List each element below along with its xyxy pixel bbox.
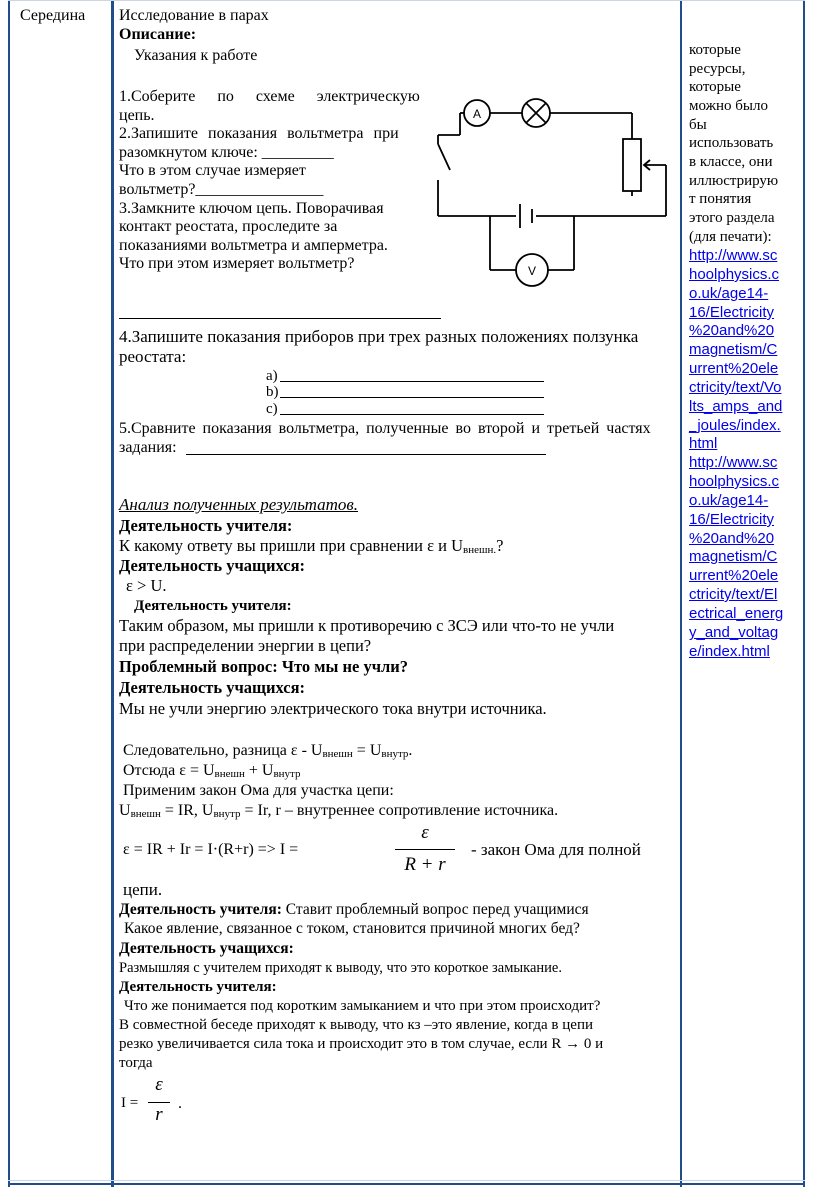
- answer-1: ε > U.: [126, 576, 167, 595]
- task-4-option-b: b): [266, 384, 279, 400]
- link-segment[interactable]: e/index.html: [689, 643, 770, 660]
- link-segment[interactable]: urrent%20ele: [689, 360, 779, 377]
- task-5-blank: [186, 454, 546, 455]
- link-segment[interactable]: 16/Electricity: [689, 511, 775, 528]
- link-segment[interactable]: y_and_voltag: [689, 624, 779, 641]
- table-border-bottom-2: [8, 1183, 805, 1185]
- table-border-col2: [680, 0, 682, 1187]
- question-3: Какое явление, связанное с током, становится причиной многих бед?: [124, 920, 580, 937]
- resources-line: т понятия: [689, 191, 752, 207]
- resources-line: бы: [689, 117, 707, 133]
- short-circuit-dot: .: [178, 1095, 182, 1112]
- answer-line: [119, 318, 441, 319]
- stage-label: Середина: [20, 7, 86, 24]
- answer-2: Мы не учли энергию электрического тока внутри источника.: [119, 699, 547, 718]
- task-4-option-a: a): [266, 368, 278, 384]
- ohm-law-label-end: цепи.: [123, 880, 163, 899]
- ohm-law-label: - закон Ома для полной: [471, 840, 641, 859]
- task-2-line-a: 2.Запишите показания вольтметра при: [119, 125, 399, 142]
- question-4: Что же понимается под коротким замыканием и что при этом происходит?: [124, 998, 601, 1014]
- answer-4b: резко увеличивается сила тока и происходит это в том случае, если R → 0 и: [119, 1036, 604, 1052]
- resources-line: иллюстрирую: [689, 173, 779, 189]
- resources-line: которые: [689, 42, 741, 58]
- fraction-numerator-1: ε: [421, 822, 429, 843]
- answer-3: Размышляя с учителем приходят к выводу, что это короткое замыкание.: [119, 960, 562, 976]
- link-segment[interactable]: %20and%20: [689, 530, 775, 547]
- task-3-line-d: Что при этом измеряет вольтметр?: [119, 255, 355, 272]
- task-1-line-b: цепь.: [119, 107, 155, 124]
- students-activity-2: Деятельность учащихся:: [119, 678, 306, 697]
- question-1: К какому ответу вы пришли при сравнении ε и $U_{внешн.}$?: [119, 536, 504, 556]
- task-2-line-c: Что в этом случае измеряет: [119, 162, 306, 179]
- table-border-right: [803, 0, 805, 1187]
- teacher-activity-4: Деятельность учителя:: [119, 979, 277, 995]
- table-border-left: [8, 0, 10, 1187]
- table-border-bottom: [8, 1180, 805, 1181]
- teacher-activity-2: Деятельность учителя:: [134, 598, 292, 614]
- fraction-denominator-2: r: [155, 1104, 163, 1125]
- problem-question: Проблемный вопрос: Что мы не учли?: [119, 657, 409, 676]
- formula-hence: Отсюда $\varepsilon = U_{внешн} + U_{внутр}$: [123, 762, 301, 780]
- fraction-bar-1: [395, 849, 455, 850]
- fraction-denominator-1: R + r: [404, 854, 446, 875]
- link-segment[interactable]: hoolphysics.c: [689, 473, 780, 490]
- resources-line: использовать: [689, 135, 774, 151]
- link-segment[interactable]: ectrical_energ: [689, 605, 784, 622]
- link-segment[interactable]: http://www.sc: [689, 247, 778, 264]
- formula-voltages: $U_{внешн}$ = IR, $U_{внутр} = Ir$, r – внутреннее сопротивление источника.: [119, 802, 559, 820]
- resources-line: ресурсы,: [689, 61, 746, 77]
- table-border-top: [8, 0, 805, 1]
- link-segment[interactable]: ctricity/text/El: [689, 586, 778, 603]
- resources-line: (для печати):: [689, 229, 772, 245]
- task-4-option-c: c): [266, 401, 278, 417]
- circuit-diagram: [420, 92, 680, 292]
- resources-line: этого раздела: [689, 210, 775, 226]
- task-4-blank-a: [280, 381, 544, 382]
- table-border-col1: [111, 0, 114, 1187]
- task-2-line-d: вольтметр?________________: [119, 181, 324, 198]
- teacher-text-2a: Таким образом, мы пришли к противоречию с ЗСЭ или что-то не учли: [119, 616, 615, 635]
- task-3-line-a: 3.Замкните ключом цепь. Поворачивая: [119, 200, 384, 217]
- short-circuit-lhs: I =: [121, 1095, 139, 1111]
- link-segment[interactable]: o.uk/age14-: [689, 492, 769, 509]
- task-5-line-a: 5.Сравните показания вольтметра, полученные во второй и третьей частях: [119, 420, 651, 437]
- task-3-line-c: показаниями вольтметра и амперметра.: [119, 237, 388, 254]
- link-segment[interactable]: magnetism/C: [689, 548, 778, 565]
- task-5-line-b: задания:: [119, 439, 177, 456]
- formula-difference: Следовательно, разница $\varepsilon - U_{внешн} = U_{внутр}$.: [123, 742, 413, 760]
- link-segment[interactable]: html: [689, 435, 718, 452]
- description-label: Описание:: [119, 26, 197, 43]
- link-segment[interactable]: magnetism/C: [689, 341, 778, 358]
- analysis-heading: Анализ полученных результатов.: [119, 495, 358, 514]
- teacher-activity-3: Деятельность учителя: Ставит проблемный вопрос перед учащимися: [119, 901, 589, 918]
- ammeter-symbol: A: [472, 107, 482, 121]
- answer-4c: тогда: [119, 1055, 153, 1071]
- resources-line: можно было: [689, 98, 768, 114]
- task-4-line-b: реостата:: [119, 347, 187, 366]
- task-1-line-a: 1.Соберите по схеме электрическую: [119, 88, 420, 105]
- answer-4a: В совместной беседе приходят к выводу, что кз –это явление, когда в цепи: [119, 1017, 593, 1033]
- link-segment[interactable]: urrent%20ele: [689, 567, 779, 584]
- resources-line: в классе, они: [689, 154, 773, 170]
- task-4-line-a: 4.Запишите показания приборов при трех разных положениях ползунка: [119, 327, 639, 346]
- instructions-title: Указания к работе: [134, 47, 258, 64]
- task-4-blank-b: [280, 397, 544, 398]
- link-segment[interactable]: ctricity/text/Vo: [689, 379, 782, 396]
- link-segment[interactable]: hoolphysics.c: [689, 266, 780, 283]
- link-segment[interactable]: 16/Electricity: [689, 304, 775, 321]
- teacher-activity-1: Деятельность учителя:: [119, 516, 293, 535]
- work-form: Исследование в парах: [119, 7, 269, 24]
- teacher-text-2b: при распределении энергии в цепи?: [119, 636, 372, 655]
- task-2-line-b: разомкнутом ключе: _________: [119, 144, 334, 161]
- link-segment[interactable]: %20and%20: [689, 322, 775, 339]
- ohm-law-intro: Применим закон Ома для участка цепи:: [123, 782, 394, 799]
- link-segment[interactable]: lts_amps_and: [689, 398, 783, 415]
- fraction-numerator-2: ε: [155, 1074, 163, 1095]
- task-3-line-b: контакт реостата, проследите за: [119, 218, 338, 235]
- formula-full-ohm: ε = IR + Ir = I·(R+r) => I =: [123, 841, 299, 858]
- link-segment[interactable]: http://www.sc: [689, 454, 778, 471]
- link-segment[interactable]: _joules/index.: [689, 417, 781, 434]
- resources-line: которые: [689, 79, 741, 95]
- students-activity-1: Деятельность учащихся:: [119, 556, 306, 575]
- link-segment[interactable]: o.uk/age14-: [689, 285, 769, 302]
- students-activity-3: Деятельность учащихся:: [119, 940, 294, 957]
- task-4-blank-c: [280, 414, 544, 415]
- voltmeter-symbol: V: [527, 264, 537, 278]
- fraction-bar-2: [148, 1102, 170, 1103]
